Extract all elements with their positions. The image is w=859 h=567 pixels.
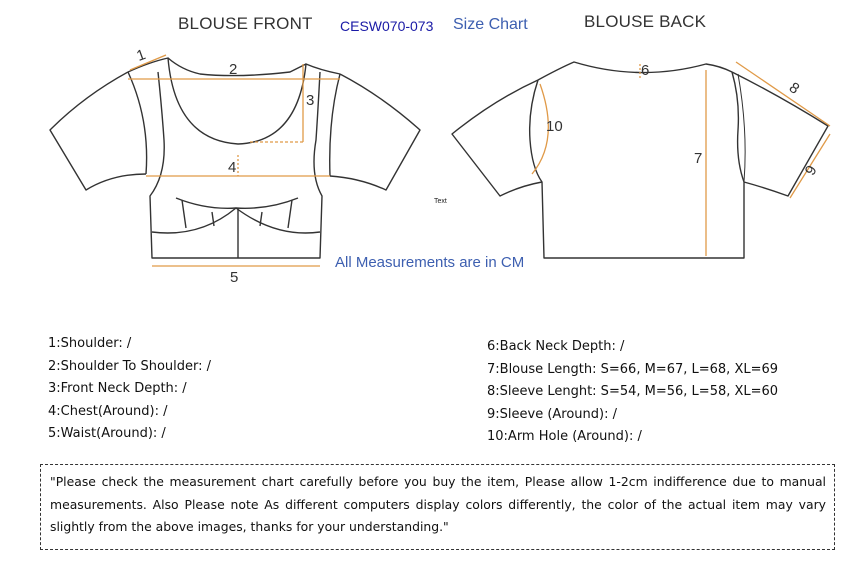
- label-8: 8: [785, 79, 803, 98]
- back-right-sleeve: [732, 72, 828, 196]
- back-left-sleeve: [452, 80, 542, 196]
- measurements-left-list: [48, 333, 211, 446]
- blouse-front-drawing: [50, 58, 420, 258]
- measurement-sleeve-length: 8:Sleeve Lenght: S=54, M=56, L=58, XL=60: [487, 384, 779, 399]
- measurement-blouse-length: 7:Blouse Length: S=66, M=67, L=68, XL=69: [487, 361, 779, 377]
- label-10: 10: [546, 118, 563, 135]
- measurements-note: All Measurements are in CM: [335, 254, 525, 271]
- text-label: Text: [434, 198, 447, 205]
- measure-sleeve-length: [736, 62, 830, 126]
- measurement-arm-hole: 10:Arm Hole (Around): /: [487, 429, 642, 444]
- label-7: 7: [694, 150, 703, 167]
- measurement-back-neck-depth: 6:Back Neck Depth: /: [487, 339, 625, 354]
- measurement-notice: "Please check the measurement chart carefully before you buy the item, Please allow 1-2cm indifference due to manual measurements. Also Please note As different computers display colors differently, the color of the actual item may vary slightly from the above images, thanks for your understanding.": [40, 464, 835, 550]
- product-code: CESW070-073: [340, 18, 434, 34]
- front-right-sleeve: [330, 74, 420, 190]
- blouse-back-title: BLOUSE BACK: [584, 12, 707, 31]
- label-9: 9: [801, 162, 821, 179]
- blouse-front-title: BLOUSE FRONT: [178, 14, 313, 33]
- back-neckline: [538, 62, 732, 80]
- label-2: 2: [229, 61, 238, 78]
- label-3: 3: [306, 92, 315, 109]
- blouse-back-drawing: [452, 62, 828, 258]
- back-measure-lines: [532, 62, 830, 256]
- back-body-outline: [530, 72, 744, 258]
- measure-shoulder: [130, 55, 166, 70]
- measurements-right-list: [487, 336, 778, 449]
- label-6: 6: [641, 62, 650, 79]
- measurement-chest: 4:Chest(Around): /: [48, 403, 168, 419]
- size-chart-title: Size Chart: [453, 16, 528, 33]
- label-1: 1: [134, 46, 148, 65]
- label-4: 4: [228, 159, 237, 176]
- measurement-shoulder: 1:Shoulder: /: [48, 336, 132, 351]
- front-left-sleeve: [50, 72, 146, 190]
- measurement-front-neck-depth: 3:Front Neck Depth: /: [48, 381, 187, 396]
- measurement-sleeve-around: 9:Sleeve (Around): /: [487, 406, 618, 422]
- measurement-shoulder-to-shoulder: 2:Shoulder To Shoulder: /: [48, 358, 212, 374]
- label-5: 5: [230, 269, 239, 286]
- measurement-waist: 5:Waist(Around): /: [48, 426, 166, 441]
